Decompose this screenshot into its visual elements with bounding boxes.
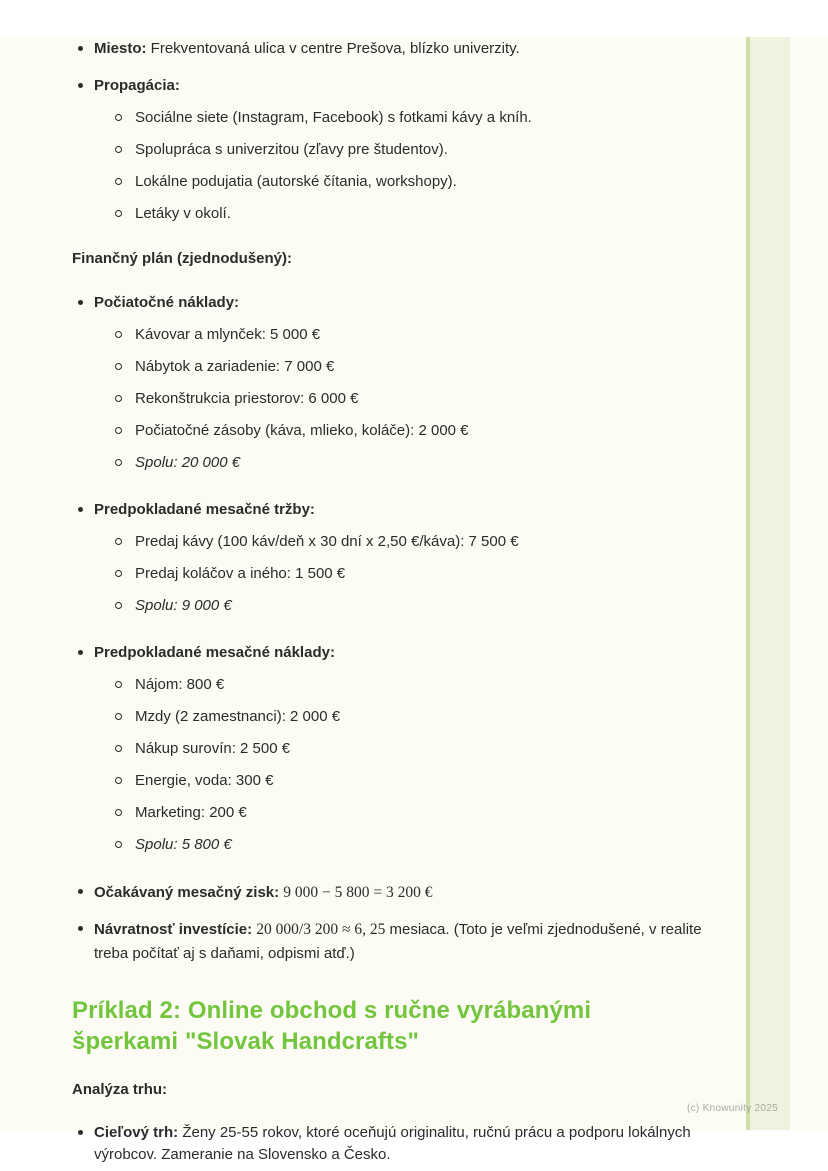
item-label: Miesto: — [94, 40, 147, 57]
example2-title: Príklad 2: Online obchod s ručne vyrábanými šperkami "Slovak Handcrafts" — [72, 997, 592, 1055]
list-subitem — [113, 420, 736, 442]
subitem-text: Lokálne podujatia (autorské čítania, workshopy). — [135, 173, 457, 190]
list-subitem — [113, 563, 736, 585]
list-item-cielovy-trh — [72, 1122, 736, 1166]
subitem-text: Sociálne siete (Instagram, Facebook) s fotkami kávy a kníh. — [135, 109, 532, 126]
group-sublist — [94, 531, 736, 617]
subitem-text: Marketing: 200 € — [135, 804, 247, 821]
list-subitem — [113, 139, 736, 161]
group-label: Počiatočné náklady: — [94, 294, 240, 311]
subitem-total-text: Spolu: 5 800 € — [135, 836, 232, 853]
list-subitem — [113, 674, 736, 696]
subitem-text: Nájom: 800 € — [135, 676, 225, 693]
market-analysis-list — [72, 1122, 736, 1166]
marketing-list — [72, 38, 736, 225]
item-text: Frekventovaná ulica v centre Prešova, blízko univerzity. — [150, 40, 520, 57]
list-subitem — [113, 738, 736, 760]
list-subitem — [113, 324, 736, 346]
right-margin-bar — [746, 37, 790, 1130]
subitem-text: Rekonštrukcia priestorov: 6 000 € — [135, 390, 359, 407]
list-subitem — [113, 388, 736, 410]
group-mesacne-naklady — [72, 642, 736, 856]
watermark: (c) Knowunity 2025 — [687, 1103, 779, 1114]
subitem-total-text: Spolu: 20 000 € — [135, 454, 241, 471]
summary-text: mesiaca. (Toto je veľmi zjednodušené, v realite treba počítať aj s daňami, odpismi atď.) — [94, 921, 702, 962]
list-subitem — [113, 706, 736, 728]
subitem-text: Letáky v okolí. — [135, 205, 231, 222]
page-content — [72, 38, 736, 1171]
financial-plan-list — [72, 292, 736, 966]
list-subitem-total — [113, 452, 736, 474]
summary-roi — [72, 918, 736, 966]
subitem-text: Počiatočné zásoby (káva, mlieko, koláče): 2 000 € — [135, 422, 469, 439]
list-subitem-total — [113, 595, 736, 617]
subitem-text: Predaj koláčov a iného: 1 500 € — [135, 565, 346, 582]
group-sublist — [94, 324, 736, 474]
group-label: Predpokladané mesačné náklady: — [94, 644, 335, 661]
list-item-miesto — [72, 38, 736, 60]
summary-label: Návratnosť investície: — [94, 921, 253, 938]
list-subitem — [113, 203, 736, 225]
summary-math: 9 000 − 5 800 = 3 200 € — [283, 884, 433, 901]
list-subitem — [113, 171, 736, 193]
group-sublist — [94, 674, 736, 856]
subitem-total-text: Spolu: 9 000 € — [135, 597, 232, 614]
subitem-text: Kávovar a mlynček: 5 000 € — [135, 326, 321, 343]
item-text: Ženy 25-55 rokov, ktoré oceňujú originalitu, ručnú prácu a podporu lokálnych výrobcov. Zameranie na Slovensko a Česko. — [94, 1124, 691, 1163]
list-subitem — [113, 107, 736, 129]
item-label: Propagácia: — [94, 77, 180, 94]
summary-label: Očakávaný mesačný zisk: — [94, 884, 280, 901]
item-label: Cieľový trh: — [94, 1124, 179, 1141]
list-subitem — [113, 802, 736, 824]
subitem-text: Energie, voda: 300 € — [135, 772, 274, 789]
financial-plan-heading: Finančný plán (zjednodušený): — [72, 250, 293, 267]
propagacia-sublist — [94, 107, 736, 225]
group-pociatocne-naklady — [72, 292, 736, 474]
subitem-text: Mzdy (2 zamestnanci): 2 000 € — [135, 708, 341, 725]
summary-math: 20 000/3 200 ≈ 6, 25 — [256, 921, 386, 938]
market-analysis-heading: Analýza trhu: — [72, 1081, 168, 1098]
list-item-propagacia — [72, 75, 736, 225]
subitem-text: Nábytok a zariadenie: 7 000 € — [135, 358, 335, 375]
summary-monthly-profit — [72, 881, 736, 905]
subitem-text: Spolupráca s univerzitou (zľavy pre študentov). — [135, 141, 448, 158]
group-mesacne-trzby — [72, 499, 736, 617]
group-label: Predpokladané mesačné tržby: — [94, 501, 315, 518]
list-subitem — [113, 770, 736, 792]
list-subitem — [113, 356, 736, 378]
subitem-text: Nákup surovín: 2 500 € — [135, 740, 291, 757]
list-subitem — [113, 531, 736, 553]
list-subitem-total — [113, 834, 736, 856]
subitem-text: Predaj kávy (100 káv/deň x 30 dní x 2,50 €/káva): 7 500 € — [135, 533, 519, 550]
